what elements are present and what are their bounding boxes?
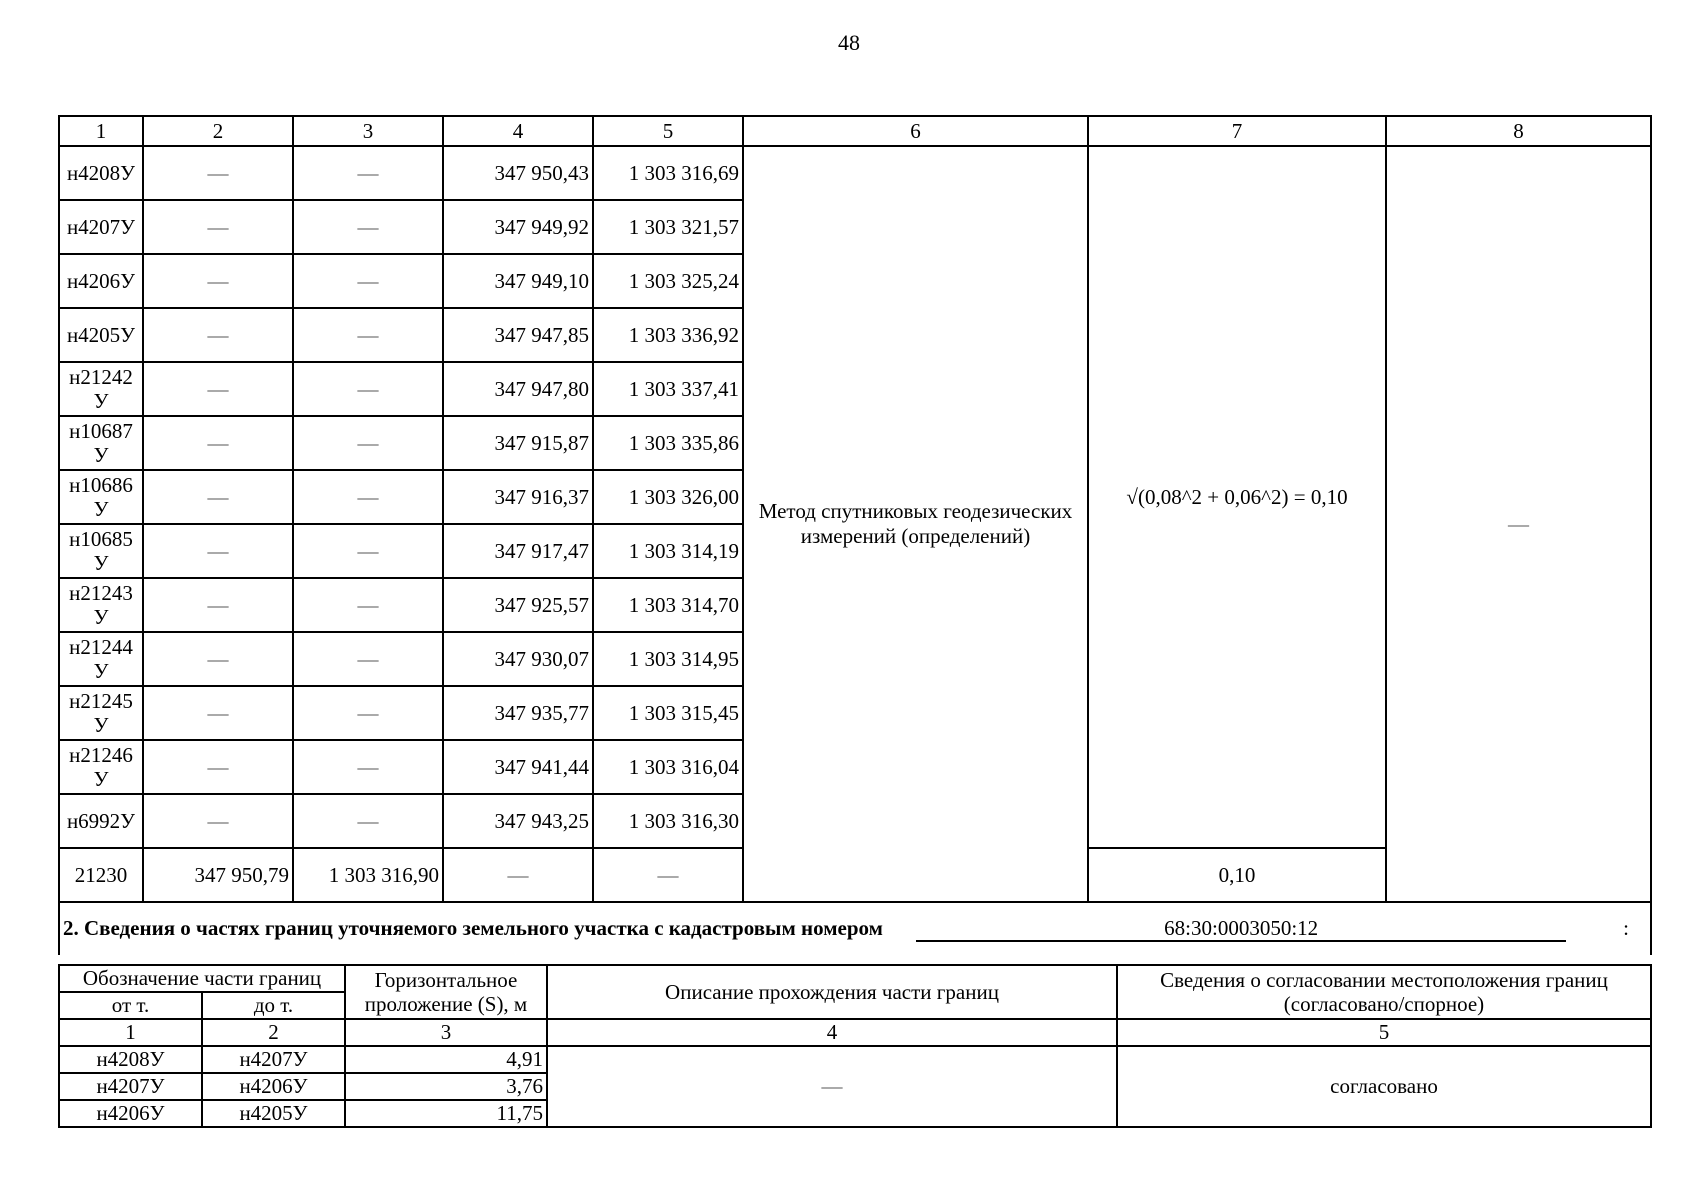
coord-y: 1 303 326,00 (593, 470, 743, 524)
point-id: 21230 (59, 848, 143, 902)
cell: — (143, 362, 293, 416)
coord-y: 1 303 314,19 (593, 524, 743, 578)
to-point: н4205У (202, 1100, 345, 1127)
page-number: 48 (838, 30, 860, 55)
cell: — (143, 632, 293, 686)
column-number: 3 (293, 116, 443, 146)
horizontal-distance: 3,76 (345, 1073, 547, 1100)
coord-x: 347 949,10 (443, 254, 593, 308)
point-id: н4207У (59, 200, 143, 254)
cell: 347 950,79 (143, 848, 293, 902)
cell: — (293, 524, 443, 578)
from-point: н4207У (59, 1073, 202, 1100)
parts-number-row (59, 1019, 1651, 1046)
table-row (59, 146, 1651, 200)
column-number: 7 (1088, 116, 1386, 146)
cell: — (143, 254, 293, 308)
cell: — (593, 848, 743, 902)
coord-x: 347 943,25 (443, 794, 593, 848)
coord-x: 347 950,43 (443, 146, 593, 200)
coord-y: 1 303 325,24 (593, 254, 743, 308)
to-point: н4207У (202, 1046, 345, 1073)
column-number: 5 (1117, 1019, 1651, 1046)
coord-x: 347 949,92 (443, 200, 593, 254)
cell: — (293, 632, 443, 686)
coord-y: 1 303 314,70 (593, 578, 743, 632)
point-id: н21246 У (59, 740, 143, 794)
point-id: н4206У (59, 254, 143, 308)
column-number: 1 (59, 116, 143, 146)
section-2-heading-row (59, 902, 1651, 955)
cell: — (143, 740, 293, 794)
table-row (59, 1046, 1651, 1073)
cell: — (293, 740, 443, 794)
coord-y: 1 303 314,95 (593, 632, 743, 686)
col8-cell: — (1386, 146, 1651, 902)
cell: — (143, 686, 293, 740)
coord-y: 1 303 315,45 (593, 686, 743, 740)
column-number: 4 (443, 116, 593, 146)
from-header: от т. (59, 992, 202, 1019)
coord-x: 347 917,47 (443, 524, 593, 578)
coord-y: 1 303 316,30 (593, 794, 743, 848)
point-id: н21244 У (59, 632, 143, 686)
point-id: н4205У (59, 308, 143, 362)
cell: 1 303 316,90 (293, 848, 443, 902)
cell: — (293, 794, 443, 848)
coord-x: 347 915,87 (443, 416, 593, 470)
section-2-title: 2. Сведения о частях границ уточняемого земельного участка с кадастровым номером (63, 916, 883, 940)
description-value: — (547, 1046, 1117, 1127)
cell: — (143, 416, 293, 470)
coord-x: 347 935,77 (443, 686, 593, 740)
column-number: 4 (547, 1019, 1117, 1046)
cell: — (143, 470, 293, 524)
coord-y: 1 303 316,69 (593, 146, 743, 200)
cell: — (293, 146, 443, 200)
method-cell: Метод спутниковых геодезических измерений (определений) (743, 146, 1088, 902)
horizontal-distance: 4,91 (345, 1046, 547, 1073)
cell: — (293, 416, 443, 470)
to-point: н4206У (202, 1073, 345, 1100)
horizontal-header: Горизонтальное проложение (S), м (345, 965, 547, 1019)
cell: — (143, 524, 293, 578)
point-id: н21242 У (59, 362, 143, 416)
cadastral-number: 68:30:0003050:12 (916, 916, 1566, 942)
horizontal-distance: 11,75 (345, 1100, 547, 1127)
cell: — (293, 254, 443, 308)
section-2-heading (59, 902, 1651, 955)
point-id: н6992У (59, 794, 143, 848)
coord-x: 347 941,44 (443, 740, 593, 794)
column-number: 5 (593, 116, 743, 146)
from-point: н4206У (59, 1100, 202, 1127)
point-id: н10686 У (59, 470, 143, 524)
coord-x: 347 947,80 (443, 362, 593, 416)
point-id: н10685 У (59, 524, 143, 578)
coord-y: 1 303 336,92 (593, 308, 743, 362)
coord-x: 347 916,37 (443, 470, 593, 524)
column-number-row (59, 116, 1651, 146)
cell: — (293, 470, 443, 524)
from-point: н4208У (59, 1046, 202, 1073)
section-2-colon: : (1623, 916, 1629, 940)
coord-x: 347 947,85 (443, 308, 593, 362)
agreement-value: согласовано (1117, 1046, 1651, 1127)
cell: — (143, 794, 293, 848)
point-id: н21243 У (59, 578, 143, 632)
column-number: 8 (1386, 116, 1651, 146)
point-id: н10687 У (59, 416, 143, 470)
to-header: до т. (202, 992, 345, 1019)
coord-y: 1 303 321,57 (593, 200, 743, 254)
coord-y: 1 303 335,86 (593, 416, 743, 470)
description-header: Описание прохождения части границ (547, 965, 1117, 1019)
accuracy-formula-cell: √(0,08^2 + 0,06^2) = 0,10 (1088, 146, 1386, 848)
cell: — (143, 200, 293, 254)
column-number: 6 (743, 116, 1088, 146)
accuracy-value-cell: 0,10 (1088, 848, 1386, 902)
column-number: 3 (345, 1019, 547, 1046)
column-number: 2 (202, 1019, 345, 1046)
point-id: н21245 У (59, 686, 143, 740)
cell: — (443, 848, 593, 902)
cell: — (143, 308, 293, 362)
column-number: 2 (143, 116, 293, 146)
cell: — (293, 308, 443, 362)
designation-header: Обозначение части границ (59, 965, 345, 992)
cell: — (143, 578, 293, 632)
point-id: н4208У (59, 146, 143, 200)
cell: — (143, 146, 293, 200)
coord-x: 347 925,57 (443, 578, 593, 632)
agreement-header: Сведения о согласовании местоположения границ (согласовано/спорное) (1117, 965, 1651, 1019)
coord-x: 347 930,07 (443, 632, 593, 686)
cell: — (293, 578, 443, 632)
coordinates-table (58, 115, 1652, 955)
cell: — (293, 362, 443, 416)
parts-header-row (59, 965, 1651, 992)
column-number: 1 (59, 1019, 202, 1046)
boundary-parts-table (58, 964, 1652, 1128)
coord-y: 1 303 316,04 (593, 740, 743, 794)
coord-y: 1 303 337,41 (593, 362, 743, 416)
cell: — (293, 200, 443, 254)
cell: — (293, 686, 443, 740)
